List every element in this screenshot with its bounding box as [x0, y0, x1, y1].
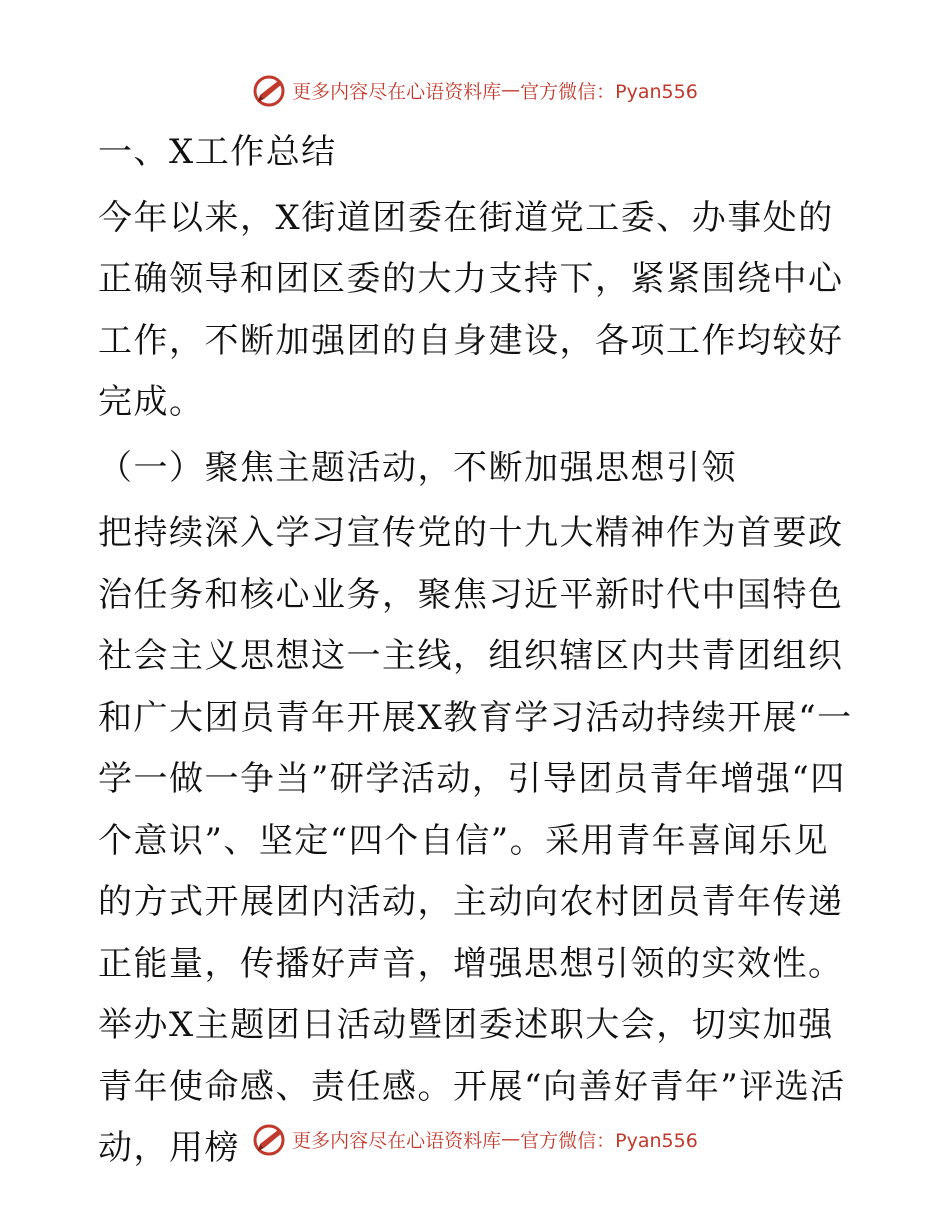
pen-logo-icon: [252, 1122, 288, 1156]
document-body: [98, 122, 858, 1184]
body-paragraph: 把持续深入学习宣传党的十九大精神作为首要政治任务和核心业务，聚焦习近平新时代中国特色社会主义思想这一主线，组织辖区内共青团组织和广大团员青年开展X教育学习活动持续开展“一学一做一争当”研学活动，引导团员青年增强“四个意识”、坚定“四个自信”。采用青年喜闻乐见的方式开展团内活动，主动向农村团员青年传递正能量，传播好声音，增强思想引领的实效性。举办X主题团日活动暨团委述职大会，切实加强青年使命感、责任感。开展“向善好青年”评选活动，用榜: [98, 513, 853, 1168]
watermark-text: 更多内容尽在心语资料库: [292, 80, 502, 103]
watermark-contact: 官方微信：Pyan556: [520, 1129, 698, 1152]
watermark-contact: 官方微信：Pyan556: [520, 80, 698, 103]
section-heading: 一、X工作总结: [98, 132, 337, 172]
watermark-separator: —: [501, 1128, 521, 1150]
intro-paragraph: 今年以来，X街道团委在街道党工委、办事处的正确领导和团区委的大力支持下，紧紧围绕中心工作，不断加强团的自身建设，各项工作均较好完成。: [98, 197, 844, 422]
watermark-separator: —: [501, 79, 521, 101]
subsection-heading: （一）聚焦主题活动，不断加强思想引领: [98, 447, 737, 488]
watermark-text: 更多内容尽在心语资料库: [292, 1129, 502, 1152]
watermark-banner-top: [0, 70, 950, 110]
watermark-banner-bottom: [0, 1119, 950, 1159]
pen-logo-icon: [252, 73, 288, 107]
